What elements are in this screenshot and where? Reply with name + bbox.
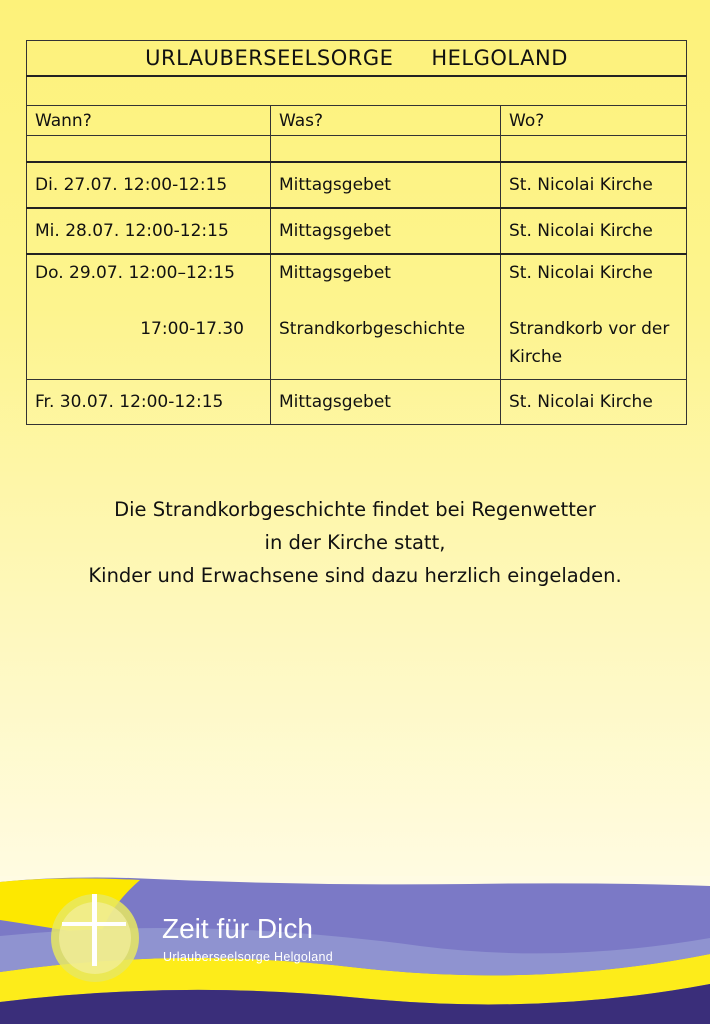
brand-banner: [0, 876, 710, 1024]
column-header-wo: Wo?: [501, 106, 687, 136]
cell-wann: [27, 254, 271, 380]
table-row: [27, 254, 687, 380]
cell-was: Mittagsgebet: [271, 208, 501, 254]
header-row: [27, 106, 687, 136]
cell-wann: Mi. 28.07. 12:00-12:15: [27, 208, 271, 254]
cell-wann: Fr. 30.07. 12:00-12:15: [27, 380, 271, 425]
column-header-wann: Wann?: [27, 106, 271, 136]
cell-wo-2: Strandkorb vor der Kirche: [509, 319, 670, 367]
cell-wann-1: Do. 29.07. 12:00–12:15: [35, 263, 235, 283]
table-row: [27, 208, 687, 254]
schedule-title: [27, 41, 687, 77]
cell-was: [271, 254, 501, 380]
blank-row: [27, 136, 687, 163]
note-line-1: Die Strandkorbgeschichte findet bei Regenwetter: [114, 498, 596, 521]
brand-title: Zeit für Dich: [162, 913, 313, 944]
schedule-table: [26, 40, 687, 425]
table-row: [27, 380, 687, 425]
note-line-3: Kinder und Erwachsene sind dazu herzlich eingeladen.: [88, 564, 622, 587]
brand-subtitle: Urlauberseelsorge Helgoland: [163, 950, 334, 964]
title-right: HELGOLAND: [431, 46, 568, 70]
cell-wo: St. Nicolai Kirche: [501, 380, 687, 425]
cell-wann: Di. 27.07. 12:00-12:15: [27, 162, 271, 208]
cell-was: Mittagsgebet: [271, 380, 501, 425]
cell-wo-1: St. Nicolai Kirche: [509, 263, 653, 283]
column-header-was: Was?: [271, 106, 501, 136]
cell-wann-2: 17:00-17.30: [140, 319, 244, 339]
title-left: URLAUBERSEELSORGE: [145, 46, 394, 70]
spacer-row: [27, 76, 687, 106]
note-line-2: in der Kirche statt,: [264, 531, 446, 554]
table-row: [27, 162, 687, 208]
cell-was-1: Mittagsgebet: [279, 263, 391, 283]
cell-was-2: Strandkorbgeschichte: [279, 319, 466, 339]
cell-wo: St. Nicolai Kirche: [501, 162, 687, 208]
cell-wo: [501, 254, 687, 380]
cell-was: Mittagsgebet: [271, 162, 501, 208]
cross-icon: [60, 890, 130, 970]
cell-wo: St. Nicolai Kirche: [501, 208, 687, 254]
info-note: [0, 493, 710, 592]
